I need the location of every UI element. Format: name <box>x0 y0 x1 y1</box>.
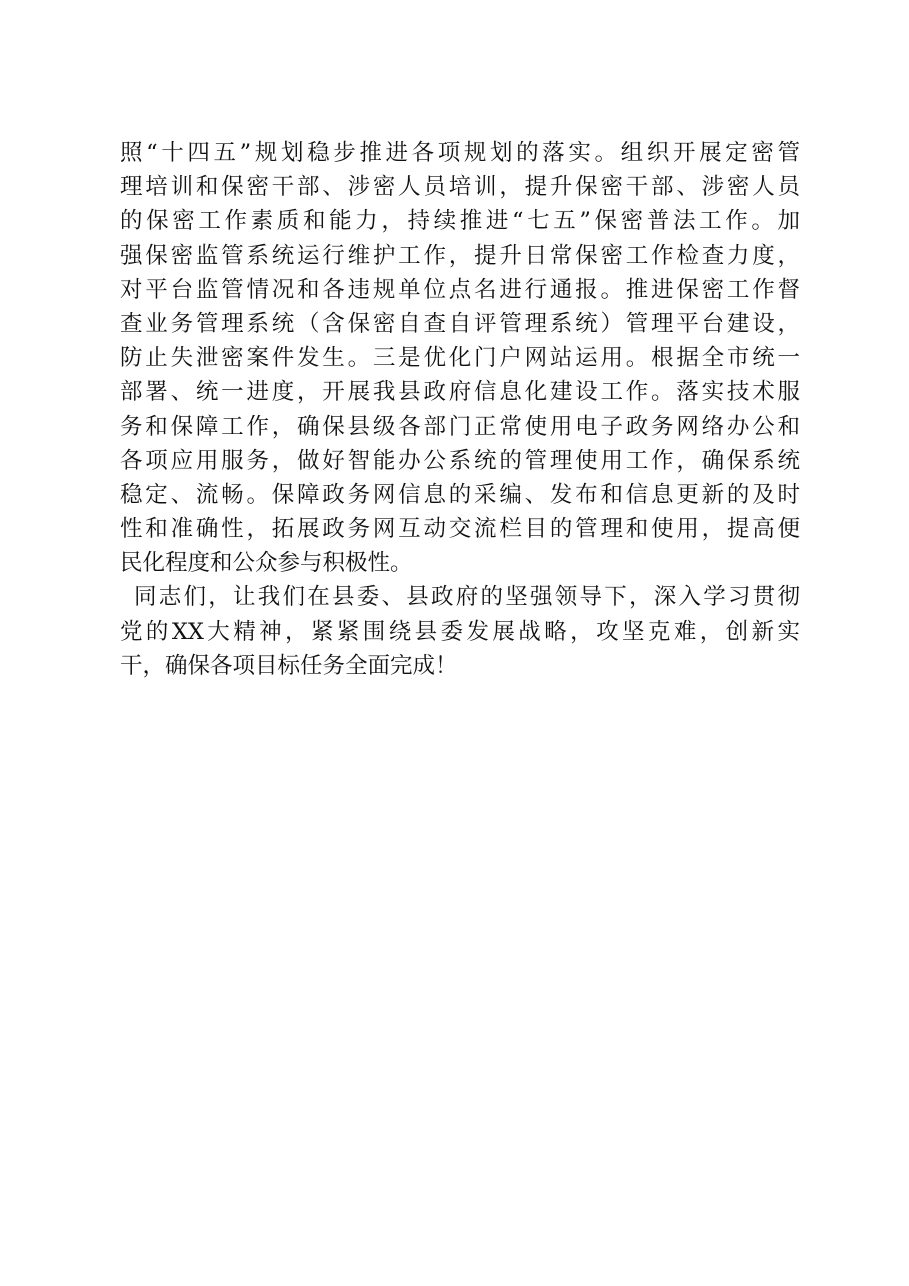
paragraph-line: 稳定、流畅。保障政务网信息的采编、发布和信息更新的及时 <box>120 481 800 508</box>
paragraph-line: 理培训和保密干部、涉密人员培训，提升保密干部、涉密人员 <box>120 174 800 201</box>
paragraph-line: 强保密监管系统运行维护工作，提升日常保密工作检查力度， <box>120 242 800 269</box>
paragraph-line: 部署、统一进度，开展我县政府信息化建设工作。落实技术服 <box>120 379 800 406</box>
paragraph-line: 对平台监管情况和各违规单位点名进行通报。推进保密工作督 <box>120 276 800 303</box>
paragraph-line: 民化程度和公众参与积极性。 <box>120 550 413 577</box>
paragraph-1 <box>120 136 800 580</box>
paragraph-line: 照“十四五”规划稳步推进各项规划的落实。组织开展定密管 <box>120 140 800 166</box>
paragraph-2 <box>120 580 800 683</box>
paragraph-line: 各项应用服务，做好智能办公系统的管理使用工作，确保系统 <box>120 447 800 474</box>
paragraph-line: 同志们，让我们在县委、县政府的坚强领导下，深入学习贯彻 <box>134 584 800 611</box>
paragraph-line: 务和保障工作，确保县级各部门正常使用电子政务网络办公和 <box>120 413 800 440</box>
paragraph-line: 党的XX大精神，紧紧围绕县委发展战略，攻坚克难，创新实 <box>120 618 800 645</box>
paragraph-line: 查业务管理系统（含保密自查自评管理系统）管理平台建设， <box>120 310 800 337</box>
document-body <box>120 136 800 683</box>
paragraph-line: 干，确保各项目标任务全面完成！ <box>120 652 458 679</box>
paragraph-line: 性和准确性，拓展政务网互动交流栏目的管理和使用，提高便 <box>120 516 800 543</box>
paragraph-line: 防止失泄密案件发生。三是优化门户网站运用。根据全市统一 <box>120 345 800 372</box>
paragraph-line: 的保密工作素质和能力，持续推进“七五”保密普法工作。加 <box>120 208 800 235</box>
